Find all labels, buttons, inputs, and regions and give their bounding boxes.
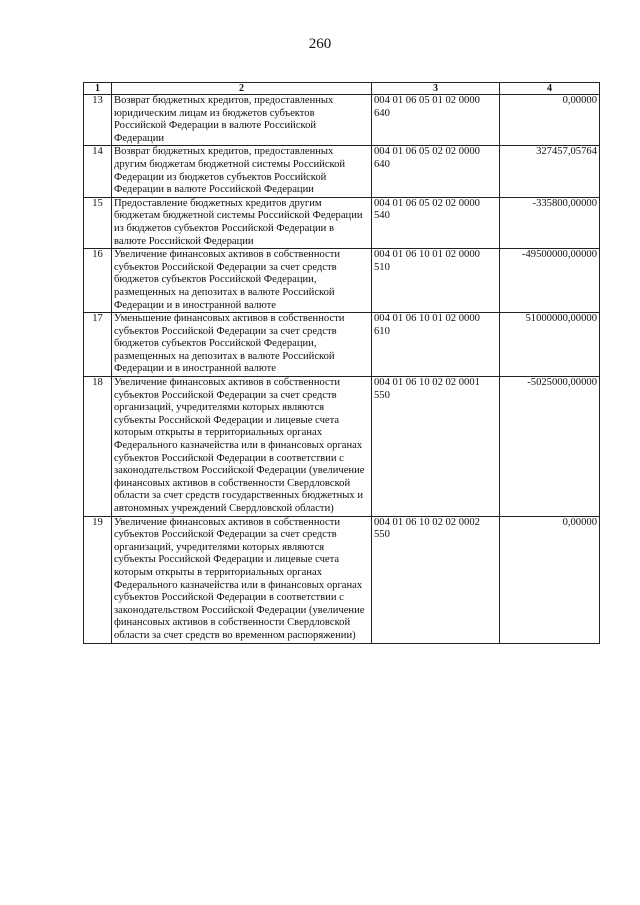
table-row xyxy=(84,516,600,643)
row-description xyxy=(112,146,372,197)
row-description xyxy=(112,516,372,643)
description-line: Возврат бюджетных кредитов, предоставленных xyxy=(114,95,334,106)
description-line: Федерации в валюте Российской Федерации xyxy=(114,184,314,196)
row-budget-code: 004 01 06 10 01 02 0000 510 xyxy=(372,249,500,313)
table-body xyxy=(84,95,600,644)
description-line: области за счет средств государственных бюджетных и xyxy=(114,490,363,502)
row-number: 14 xyxy=(84,146,112,197)
description-line: субъектов Российской Федерации за счет средств xyxy=(114,389,337,401)
description-line: Федерального казначейства или в финансовых органах xyxy=(114,579,363,591)
description-line: субъектов Российской Федерации в соответствии с xyxy=(114,452,344,464)
description-line: организаций, учредителями которых являются xyxy=(114,402,325,414)
row-budget-code: 004 01 06 05 02 02 0000 640 xyxy=(372,146,500,197)
row-number: 19 xyxy=(84,516,112,643)
description-line: Федерации и в иностранной валюте xyxy=(114,363,277,375)
description-line: которым открыты в территориальных органах xyxy=(114,566,323,578)
description-line: юридическим лицам из бюджетов субъектов xyxy=(114,107,315,119)
row-number: 15 xyxy=(84,197,112,248)
description-line: субъекты Российской Федерации и лицевые счета xyxy=(114,554,340,566)
table-row xyxy=(84,313,600,377)
column-header-description: 2 xyxy=(112,83,372,95)
description-line: размещенных на депозитах в валюте Российской xyxy=(114,350,335,362)
description-line: автономных учреждений Свердловской области) xyxy=(114,503,334,514)
description-line: бюджетам бюджетной системы Российской Федерации xyxy=(114,210,363,222)
row-number: 18 xyxy=(84,377,112,517)
row-amount: 0,00000 xyxy=(500,516,600,643)
row-description xyxy=(112,377,372,517)
description-line: размещенных на депозитах в валюте Российской xyxy=(114,286,335,298)
description-line: Федерального казначейства или в финансовых органах xyxy=(114,440,363,452)
page-number: 260 xyxy=(308,36,332,52)
column-header-code: 3 xyxy=(372,83,500,95)
row-budget-code: 004 01 06 10 02 02 0001 550 xyxy=(372,377,500,517)
description-line: Увеличение финансовых активов в собственности xyxy=(114,377,341,389)
table-row xyxy=(84,249,600,313)
row-budget-code: 004 01 06 10 01 02 0000 610 xyxy=(372,313,500,377)
description-line: Увеличение финансовых активов в собственности xyxy=(114,516,341,528)
description-line: Предоставление бюджетных кредитов другим xyxy=(114,197,322,209)
description-line: субъектов Российской Федерации в соответствии с xyxy=(114,592,344,604)
budget-sources-table xyxy=(83,82,600,644)
description-line: Федерации и в иностранной валюте xyxy=(114,299,277,311)
description-line: Увеличение финансовых активов в собственности xyxy=(114,249,341,261)
table-row xyxy=(84,95,600,146)
table-row xyxy=(84,197,600,248)
description-line: субъектов Российской Федерации за счет средств xyxy=(114,529,337,541)
table-row xyxy=(84,146,600,197)
description-line: финансовых активов в собственности Свердловской xyxy=(114,477,351,489)
row-number: 16 xyxy=(84,249,112,313)
description-line: субъектов Российской Федерации за счет средств xyxy=(114,261,337,273)
description-line: бюджетов субъектов Российской Федерации, xyxy=(114,274,317,286)
table-row xyxy=(84,377,600,517)
row-budget-code: 004 01 06 05 02 02 0000 540 xyxy=(372,197,500,248)
description-line: области за счет средств во временном распоряжении) xyxy=(114,629,356,641)
description-line: бюджетов субъектов Российской Федерации, xyxy=(114,338,317,350)
description-line: валюте Российской Федерации xyxy=(114,235,254,247)
description-line: другим бюджетам бюджетной системы Российской xyxy=(114,158,346,170)
description-line: субъекты Российской Федерации и лицевые счета xyxy=(114,414,340,426)
row-amount: 51000000,00000 xyxy=(500,313,600,377)
description-line: законодательством Российской Федерации (увеличение xyxy=(114,604,365,616)
row-amount: -5025000,00000 xyxy=(500,377,600,517)
description-line: Российской Федерации в валюте Российской xyxy=(114,120,317,132)
row-description xyxy=(112,95,372,146)
row-description xyxy=(112,313,372,377)
row-amount: -335800,00000 xyxy=(500,197,600,248)
row-budget-code: 004 01 06 10 02 02 0002 550 xyxy=(372,516,500,643)
column-header-number: 1 xyxy=(84,83,112,95)
description-line: организаций, учредителями которых являются xyxy=(114,541,325,553)
row-number: 17 xyxy=(84,313,112,377)
description-line: Федерации из бюджетов субъектов Российской xyxy=(114,171,327,183)
row-amount: -49500000,00000 xyxy=(500,249,600,313)
row-number: 13 xyxy=(84,95,112,146)
row-amount: 0,00000 xyxy=(500,95,600,146)
row-amount: 327457,05764 xyxy=(500,146,600,197)
table-header-row xyxy=(84,83,600,95)
description-line: субъектов Российской Федерации за счет средств xyxy=(114,325,337,337)
description-line: которым открыты в территориальных органах xyxy=(114,427,323,439)
row-description xyxy=(112,197,372,248)
description-line: Федерации xyxy=(114,132,165,144)
description-line: законодательством Российской Федерации (увеличение xyxy=(114,465,365,477)
description-line: финансовых активов в собственности Свердловской xyxy=(114,617,351,629)
row-description xyxy=(112,249,372,313)
column-header-amount: 4 xyxy=(500,83,600,95)
description-line: из бюджетов субъектов Российской Федерации в xyxy=(114,222,334,234)
row-budget-code: 004 01 06 05 01 02 0000 640 xyxy=(372,95,500,146)
description-line: Возврат бюджетных кредитов, предоставленных xyxy=(114,146,334,158)
description-line: Уменьшение финансовых активов в собственности xyxy=(114,313,345,325)
